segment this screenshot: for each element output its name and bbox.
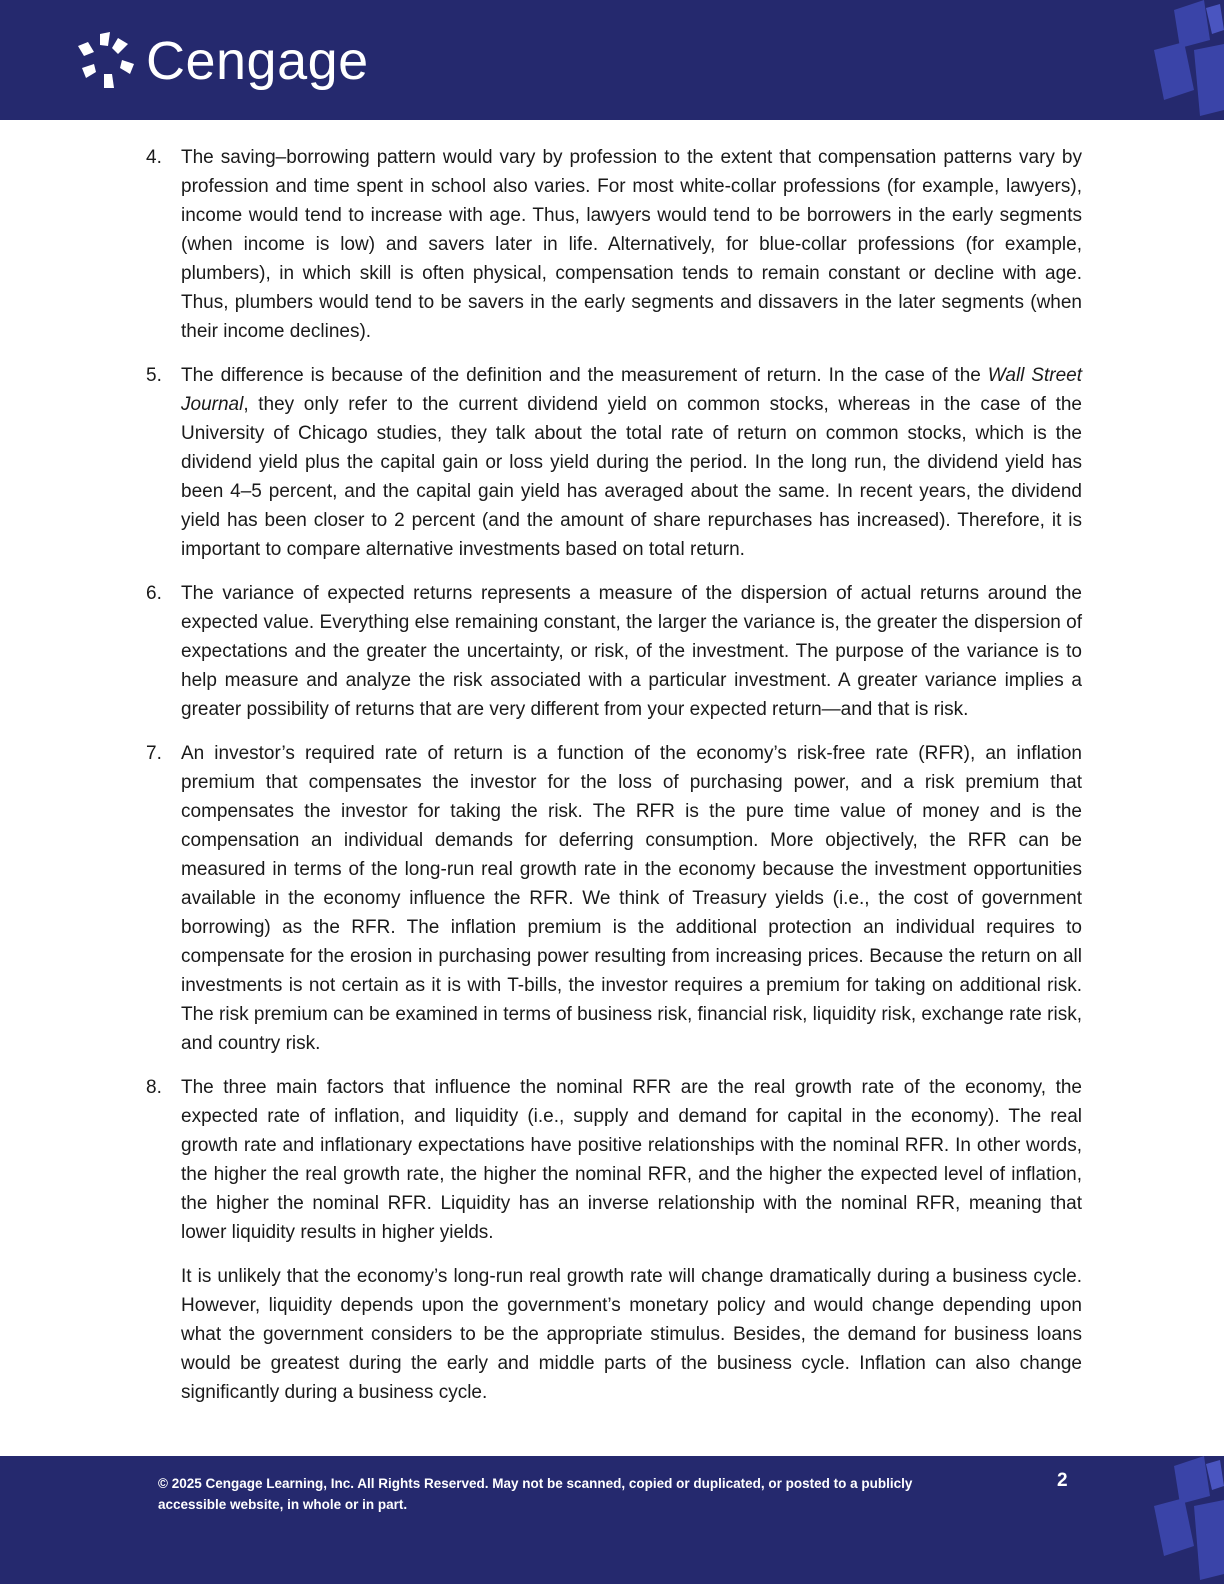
continuation-paragraph: [146, 1262, 1082, 1407]
item-text-part: , they only refer to the current dividend yield on common stocks, whereas in the case of the University of Chicago studies, they talk about the total rate of return on common stocks, which is the dividend yield plus the capital gain or loss yield during the period. In the long run, the dividend yield has been 4–5 percent, and the capital gain yield has averaged about the same. In recent years, the dividend yield has been closer to 2 percent (and the amount of share repurchases has increased). Therefore, it is important to compare alternative investments based on total return.: [181, 394, 1082, 560]
footer-decoration-icon: [1134, 1456, 1224, 1584]
item-number: 6.: [146, 583, 162, 604]
item-number: 7.: [146, 743, 162, 764]
item-number: 5.: [146, 365, 162, 386]
answer-item: [146, 739, 1082, 1058]
page-header: [0, 0, 1224, 120]
paragraph-text: It is unlikely that the economy’s long-run real growth rate will change dramatically during a business cycle. However, liquidity depends upon the government’s monetary policy and would change depending upon what the government considers to be the appropriate stimulus. Besides, the demand for business loans would be greatest during the early and middle parts of the business cycle. Inflation can also change significantly during a business cycle.: [181, 1266, 1082, 1403]
answer-item: [146, 1073, 1082, 1247]
item-number: 8.: [146, 1077, 162, 1098]
item-text: The saving–borrowing pattern would vary by profession to the extent that compensation patterns vary by profession and time spent in school also varies. For most white-collar professions (for example, lawyers), income would tend to increase with age. Thus, lawyers would tend to be borrowers in the early segments (when income is low) and savers later in life. Alternatively, for blue-collar professions (for example, plumbers), in which skill is often physical, compensation tends to remain constant or decline with age. Thus, plumbers would tend to be savers in the early segments and dissavers in the later segments (when their income declines).: [181, 147, 1082, 342]
brand-name: Cengage: [146, 31, 369, 91]
answer-item: [146, 143, 1082, 346]
page-number: 2: [1057, 1470, 1068, 1491]
item-text: The three main factors that influence the nominal RFR are the real growth rate of the economy, the expected rate of inflation, and liquidity (i.e., supply and demand for capital in the economy). The real growth rate and inflationary expectations have positive relationships with the nominal RFR. In other words, the higher the real growth rate, the higher the nominal RFR, and the higher the expected level of inflation, the higher the nominal RFR. Liquidity has an inverse relationship with the nominal RFR, meaning that lower liquidity results in higher yields.: [181, 1077, 1082, 1243]
item-text-part: The difference is because of the definition and the measurement of return. In the case of the: [181, 365, 988, 386]
answer-item: [146, 361, 1082, 564]
copyright-notice: © 2025 Cengage Learning, Inc. All Rights Reserved. May not be scanned, copied or duplicated, or posted to a publicly accessible website, in whole or in part.: [158, 1476, 913, 1512]
item-text: The variance of expected returns represents a measure of the dispersion of actual returns around the expected value. Everything else remaining constant, the larger the variance is, the greater the dispersion of expectations and the greater the uncertainty, or risk, of the investment. The purpose of the variance is to help measure and analyze the risk associated with a particular investment. A greater variance implies a greater possibility of returns that are very different from your expected return—and that is risk.: [181, 583, 1082, 720]
document-body: [146, 143, 1082, 1422]
publication-title: Wall Street Journal: [181, 365, 1082, 415]
answer-item: [146, 579, 1082, 724]
item-text: An investor’s required rate of return is a function of the economy’s risk-free rate (RFR), an inflation premium that compensates the investor for the loss of purchasing power, and a risk premium that compensates the investor for taking the risk. The RFR is the pure time value of money and is the compensation an individual demands for deferring consumption. More objectively, the RFR can be measured in terms of the long-run real growth rate in the economy because the investment opportunities available in the economy influence the RFR. We think of Treasury yields (i.e., the cost of government borrowing) as the RFR. The inflation premium is the additional protection an individual requires to compensate for the erosion in purchasing power resulting from increasing prices. Because the return on all investments is not certain as it is with T-bills, the investor requires a premium for taking on additional risk. The risk premium can be examined in terms of business risk, financial risk, liquidity risk, exchange rate risk, and country risk.: [181, 743, 1082, 1054]
cengage-starburst-logo-icon: [74, 30, 138, 92]
cengage-logo: [74, 30, 369, 92]
item-number: 4.: [146, 147, 162, 168]
item-text: [181, 361, 1082, 564]
page-footer: [0, 1456, 1224, 1584]
header-decoration-icon: [1134, 0, 1224, 120]
